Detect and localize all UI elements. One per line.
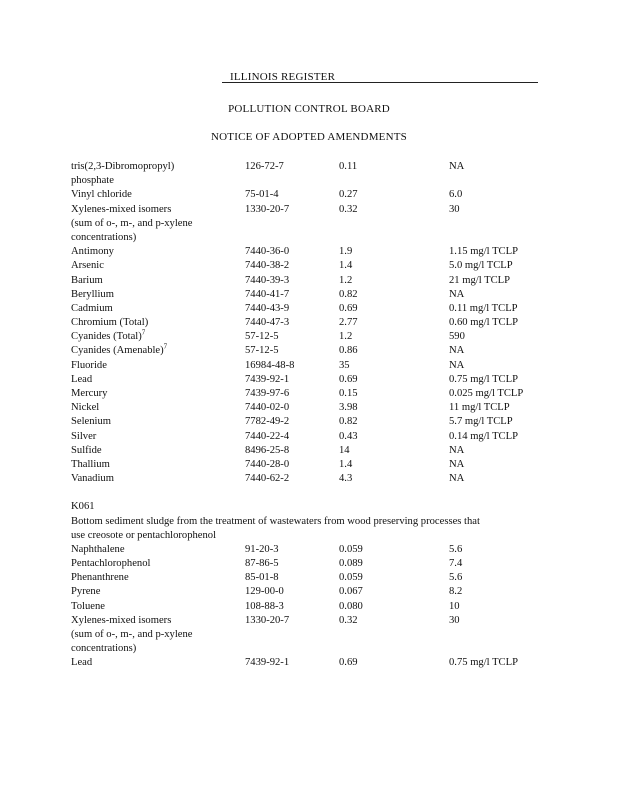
cas-number: 7440-22-4	[245, 430, 290, 442]
table-row	[71, 656, 541, 670]
nonwastewater-standard: 5.0 mg/l TCLP	[449, 260, 513, 272]
cas-number: 108-88-3	[245, 600, 284, 612]
cas-number: 16984-48-8	[245, 359, 295, 371]
cas-number: 7440-39-3	[245, 274, 290, 286]
nonwastewater-standard: 11 mg/l TCLP	[449, 402, 510, 414]
constituent-name: concentrations)	[71, 643, 137, 655]
cas-number: 7440-62-2	[245, 473, 290, 485]
wastewater-standard: 0.82	[339, 416, 358, 428]
cas-number: 91-20-3	[245, 543, 279, 555]
nonwastewater-standard: 30	[449, 203, 460, 215]
nonwastewater-standard: 590	[449, 331, 465, 343]
cas-number: 57-12-5	[245, 331, 279, 343]
board-title: POLLUTION CONTROL BOARD	[228, 103, 390, 115]
wastewater-standard: 0.82	[339, 288, 358, 300]
cas-number: 7440-38-2	[245, 260, 290, 272]
constituent-name: (sum of o-, m-, and p-xylene	[71, 629, 193, 640]
wastewater-standard: 0.69	[339, 302, 358, 314]
wastewater-standard: 1.2	[339, 331, 353, 343]
constituent-name: Beryllium	[71, 288, 114, 300]
nonwastewater-standard: NA	[449, 473, 465, 485]
cas-number: 7782-49-2	[245, 416, 290, 428]
table-row	[71, 401, 541, 415]
wastewater-standard: 0.32	[339, 203, 358, 215]
nonwastewater-standard: 0.025 mg/l TCLP	[449, 388, 524, 399]
table-row	[71, 330, 541, 344]
table-row	[71, 259, 541, 273]
wastewater-standard: 4.3	[339, 473, 353, 485]
constituent-name: Phenanthrene	[71, 572, 129, 584]
constituent-name: tris(2,3-Dibromopropyl)	[71, 161, 175, 172]
nonwastewater-standard: 0.11 mg/l TCLP	[449, 302, 518, 314]
wastewater-standard: 1.4	[339, 458, 353, 470]
wastewater-standard: 0.27	[339, 189, 358, 201]
constituent-name: Silver	[71, 430, 97, 442]
constituent-name-wrap	[71, 330, 145, 344]
constituent-name: Vinyl chloride	[71, 189, 132, 201]
table-row	[71, 600, 541, 614]
table-row	[71, 628, 541, 642]
waste-description-line: Bottom sediment sludge from the treatment of wastewaters from wood preserving processes that	[71, 515, 480, 527]
wastewater-standard: 14	[339, 444, 350, 456]
wastewater-standard: 0.080	[339, 600, 363, 612]
nonwastewater-standard: 0.75 mg/l TCLP	[449, 373, 518, 385]
table-row	[71, 344, 541, 358]
table-row	[71, 245, 541, 259]
nonwastewater-standard: 10	[449, 600, 460, 612]
register-rule	[222, 82, 538, 83]
table-row	[71, 543, 541, 557]
wastewater-standard: 0.059	[339, 543, 363, 555]
constituent-name: Pyrene	[71, 586, 101, 598]
wastewater-standard: 0.059	[339, 572, 363, 584]
constituent-name: Barium	[71, 274, 103, 286]
register-title: ILLINOIS REGISTER	[230, 71, 336, 83]
table-row	[71, 444, 541, 458]
cas-number: 1330-20-7	[245, 614, 290, 626]
constituent-name: Antimony	[71, 246, 114, 258]
wastewater-standard: 0.86	[339, 345, 358, 357]
nonwastewater-standard: 6.0	[449, 189, 463, 201]
cas-number: 7439-92-1	[245, 657, 290, 669]
constituent-name: Toluene	[71, 600, 105, 612]
constituent-name: Pentachlorophenol	[71, 558, 151, 570]
nonwastewater-standard: NA	[449, 359, 465, 371]
constituent-name: Vanadium	[71, 473, 114, 485]
wastewater-standard: 0.15	[339, 388, 358, 399]
constituent-name: Thallium	[71, 458, 110, 470]
table-row	[71, 387, 541, 401]
table-row	[71, 415, 541, 429]
table-row	[71, 430, 541, 444]
constituent-rows-part2	[71, 543, 541, 671]
cas-number: 7440-28-0	[245, 458, 290, 470]
waste-code: K061	[71, 501, 95, 513]
waste-description-line: use creosote or pentachlorophenol	[71, 529, 217, 541]
table-row	[71, 359, 541, 373]
cas-number: 7440-43-9	[245, 302, 290, 314]
cas-number: 1330-20-7	[245, 203, 290, 215]
nonwastewater-standard: 1.15 mg/l TCLP	[449, 246, 518, 258]
nonwastewater-standard: 0.60 mg/l TCLP	[449, 317, 518, 329]
nonwastewater-standard: 21 mg/l TCLP	[449, 274, 511, 286]
table-row	[71, 274, 541, 288]
constituent-name: Sulfide	[71, 444, 102, 456]
nonwastewater-standard: NA	[449, 288, 465, 300]
table-row	[71, 217, 541, 231]
wastewater-standard: 35	[339, 359, 350, 371]
table-row	[71, 458, 541, 472]
cas-number: 7440-02-0	[245, 402, 290, 414]
constituent-name: Nickel	[71, 402, 100, 414]
table-row	[71, 231, 541, 245]
table-row	[71, 188, 541, 202]
footnote-marker: 7	[141, 328, 146, 337]
cas-number: 7440-36-0	[245, 246, 290, 258]
constituent-name: (sum of o-, m-, and p-xylene	[71, 217, 193, 229]
table-row	[71, 174, 541, 188]
nonwastewater-standard: 0.75 mg/l TCLP	[449, 657, 518, 669]
cas-number: 85-01-8	[245, 572, 279, 584]
constituent-table	[71, 160, 541, 671]
table-row	[71, 642, 541, 656]
nonwastewater-standard: NA	[449, 345, 465, 357]
constituent-rows-part1	[71, 160, 541, 486]
wastewater-standard: 0.089	[339, 558, 363, 570]
wastewater-standard: 0.32	[339, 614, 358, 626]
constituent-name: Fluoride	[71, 359, 107, 371]
cas-number: 129-00-0	[245, 586, 284, 598]
constituent-name: Xylenes-mixed isomers	[71, 614, 172, 626]
constituent-name: Cyanides (Amenable)	[71, 345, 164, 357]
cas-number: 8496-25-8	[245, 444, 290, 456]
constituent-name: Mercury	[71, 388, 108, 399]
nonwastewater-standard: 30	[449, 614, 460, 626]
cas-number: 75-01-4	[245, 189, 279, 201]
nonwastewater-standard: 0.14 mg/l TCLP	[449, 430, 518, 442]
notice-title: NOTICE OF ADOPTED AMENDMENTS	[211, 131, 407, 143]
section-spacer	[71, 486, 541, 500]
wastewater-standard: 0.43	[339, 430, 358, 442]
table-row	[71, 557, 541, 571]
cas-number: 7440-47-3	[245, 317, 290, 329]
table-row	[71, 614, 541, 628]
wastewater-standard: 1.9	[339, 246, 353, 258]
table-row	[71, 571, 541, 585]
constituent-name: Selenium	[71, 416, 112, 428]
constituent-name: Cyanides (Total)	[71, 331, 142, 343]
cas-number: 57-12-5	[245, 345, 279, 357]
wastewater-standard: 0.69	[339, 657, 358, 669]
nonwastewater-standard: 8.2	[449, 586, 463, 598]
nonwastewater-standard: NA	[449, 458, 465, 470]
table-row	[71, 302, 541, 316]
constituent-name: phosphate	[71, 175, 114, 187]
constituent-name: Cadmium	[71, 302, 113, 314]
table-row	[71, 160, 541, 174]
table-row	[71, 288, 541, 302]
footnote-marker: 7	[163, 342, 168, 351]
wastewater-standard: 0.69	[339, 373, 358, 385]
constituent-name: Arsenic	[71, 260, 104, 272]
wastewater-standard: 0.11	[339, 161, 358, 172]
constituent-name: Lead	[71, 657, 93, 669]
nonwastewater-standard: 5.6	[449, 543, 463, 555]
constituent-name: Chromium (Total)	[71, 317, 149, 329]
constituent-name-wrap	[71, 344, 167, 358]
nonwastewater-standard: NA	[449, 444, 465, 456]
nonwastewater-standard: NA	[449, 161, 465, 172]
nonwastewater-standard: 5.6	[449, 572, 463, 584]
constituent-name: Naphthalene	[71, 543, 125, 555]
cas-number: 126-72-7	[245, 161, 284, 172]
constituent-name: concentrations)	[71, 231, 137, 243]
wastewater-standard: 1.4	[339, 260, 353, 272]
wastewater-standard: 1.2	[339, 274, 353, 286]
table-row	[71, 472, 541, 486]
constituent-name: Xylenes-mixed isomers	[71, 203, 172, 215]
table-row	[71, 373, 541, 387]
table-row	[71, 585, 541, 599]
nonwastewater-standard: 5.7 mg/l TCLP	[449, 416, 513, 428]
wastewater-standard: 2.77	[339, 317, 358, 329]
cas-number: 7439-92-1	[245, 373, 290, 385]
cas-number: 7439-97-6	[245, 388, 290, 399]
constituent-name: Lead	[71, 373, 93, 385]
wastewater-standard: 3.98	[339, 402, 358, 414]
wastewater-standard: 0.067	[339, 586, 363, 598]
cas-number: 87-86-5	[245, 558, 279, 570]
waste-description	[71, 515, 541, 543]
nonwastewater-standard: 7.4	[449, 558, 463, 570]
table-row	[71, 203, 541, 217]
cas-number: 7440-41-7	[245, 288, 290, 300]
